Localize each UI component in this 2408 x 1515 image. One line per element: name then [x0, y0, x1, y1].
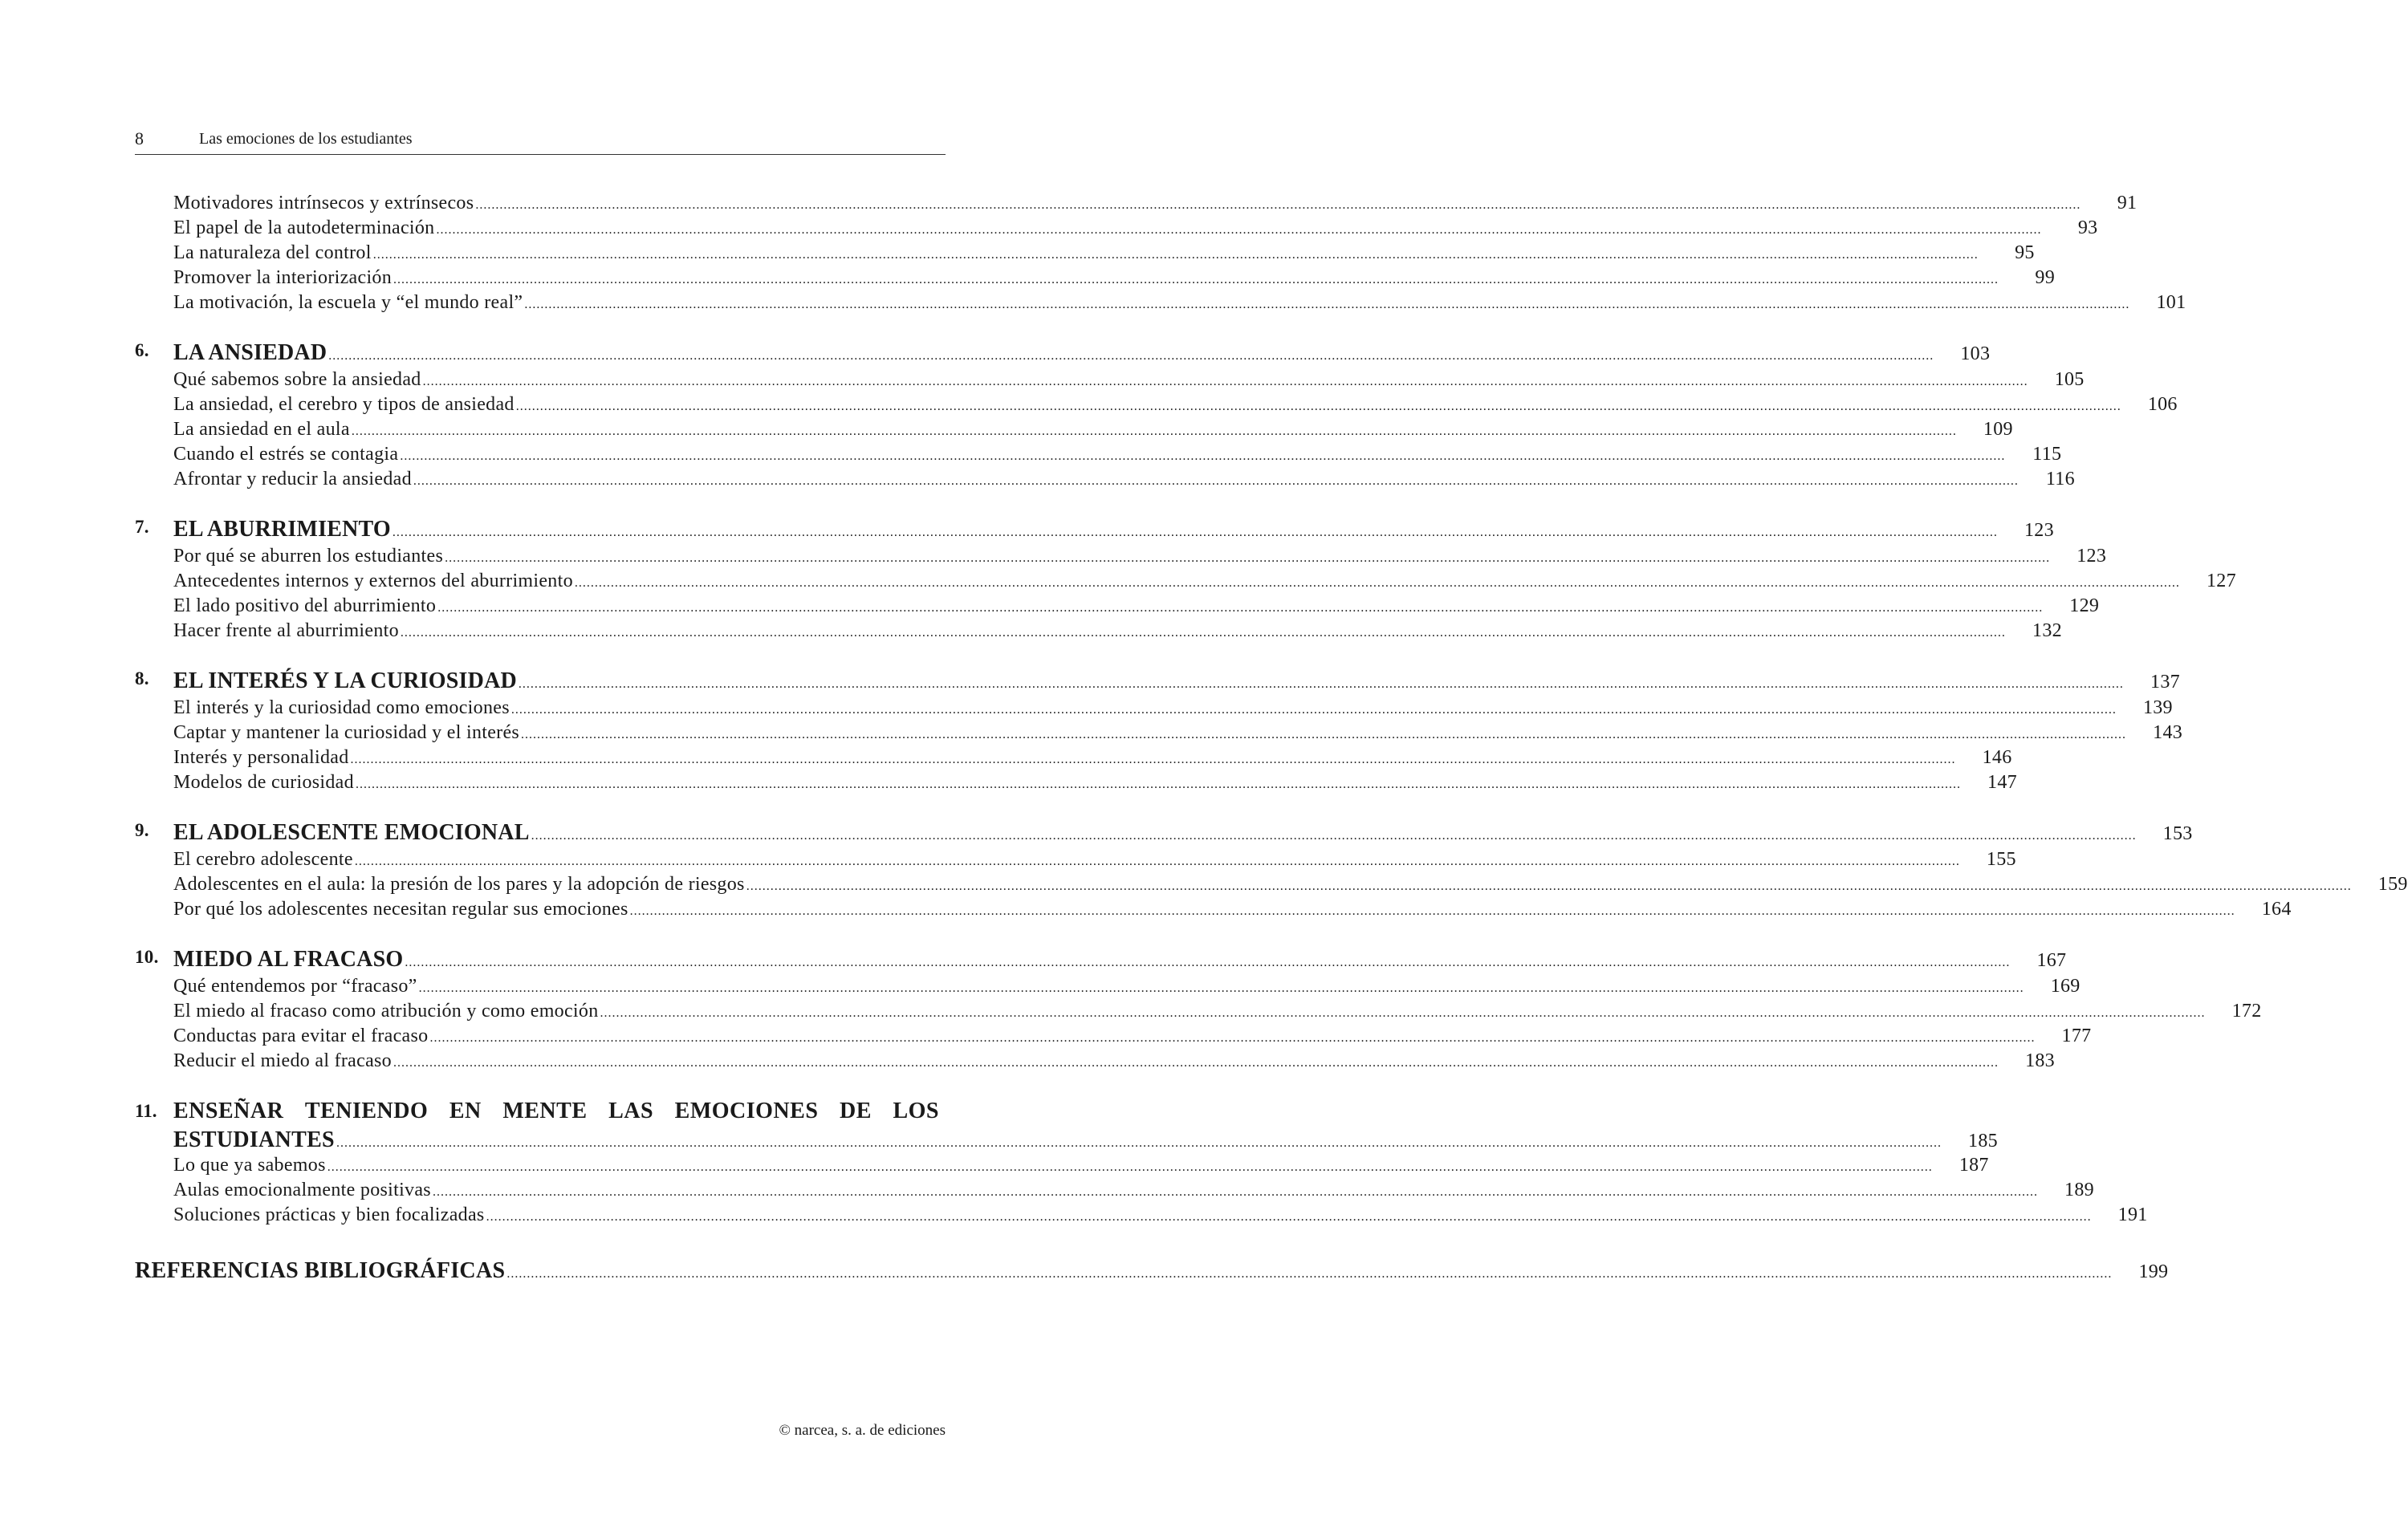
chapter-heading-page: 167 — [2036, 950, 2067, 971]
toc-entry-title: La ansiedad, el cerebro y tipos de ansiedad — [173, 394, 515, 415]
toc-entry-title: El cerebro adolescente — [173, 849, 353, 870]
toc-entry-title: Promover la interiorización — [173, 267, 393, 288]
dot-leader: ................................................................................................................................................................................................................................................................................................................................................................................................................ — [413, 474, 2019, 488]
running-header — [135, 128, 946, 155]
toc-entry-title: Conductas para evitar el fracaso — [173, 1026, 429, 1046]
chapter-title-word: LAS — [608, 1099, 654, 1123]
chapter-title-word: EMOCIONES — [674, 1099, 819, 1123]
chapter-number: 11. — [135, 1101, 157, 1121]
toc-entry-page: 115 — [2032, 444, 2062, 465]
dot-leader: ................................................................................................................................................................................................................................................................................................................................................................................................................ — [629, 904, 2235, 918]
toc-entry-title: Cuando el estrés se contagia — [173, 444, 399, 465]
toc-entry-page: 109 — [1983, 419, 2013, 440]
toc-entry-page: 164 — [2261, 899, 2292, 920]
toc-entry-page: 169 — [2050, 976, 2081, 997]
toc-entry-page: 177 — [2061, 1026, 2092, 1046]
dot-leader: ................................................................................................................................................................................................................................................................................................................................................................................................................ — [510, 703, 2117, 717]
toc-entry-title: El papel de la autodeterminación — [173, 217, 435, 238]
toc-entry-page: 147 — [1987, 772, 2017, 793]
toc-entry — [135, 1204, 2148, 1229]
dot-leader: ................................................................................................................................................................................................................................................................................................................................................................................................................ — [436, 223, 2042, 237]
dot-leader: ................................................................................................................................................................................................................................................................................................................................................................................................................ — [429, 1031, 2036, 1045]
toc-entry — [135, 976, 2081, 1001]
toc-entry-page: 105 — [2054, 369, 2085, 390]
toc-entry-page: 155 — [1986, 849, 2016, 870]
toc-entry — [135, 267, 2056, 292]
dot-leader: ................................................................................................................................................................................................................................................................................................................................................................................................................ — [506, 1267, 2113, 1281]
toc-entry — [135, 1180, 2094, 1204]
dot-leader: ................................................................................................................................................................................................................................................................................................................................................................................................................ — [521, 728, 2127, 741]
toc-entry-title: La motivación, la escuela y “el mundo real” — [173, 292, 523, 313]
toc-entry — [135, 394, 2178, 419]
toc-entry — [135, 242, 2035, 267]
dot-leader: ................................................................................................................................................................................................................................................................................................................................................................................................................ — [422, 375, 2028, 388]
toc-entry-title: Por qué se aburren los estudiantes — [173, 546, 444, 567]
toc-entry-page: 123 — [2076, 546, 2107, 567]
toc-entry-title: Adolescentes en el aula: la presión de los pares y la adopción de riesgos — [173, 874, 745, 895]
toc-entry-title: Motivadores intrínsecos y extrínsecos — [173, 193, 474, 213]
dot-leader: ................................................................................................................................................................................................................................................................................................................................................................................................................ — [393, 1056, 1999, 1070]
dot-leader: ................................................................................................................................................................................................................................................................................................................................................................................................................ — [351, 424, 1957, 438]
dot-leader: ................................................................................................................................................................................................................................................................................................................................................................................................................ — [372, 248, 1979, 262]
toc-entry — [135, 193, 2138, 217]
toc-entry-title: El miedo al fracaso como atribución y como emoción — [173, 1001, 599, 1022]
toc-entry — [135, 1026, 2092, 1050]
chapter-heading — [135, 820, 2193, 849]
dot-leader: ................................................................................................................................................................................................................................................................................................................................................................................................................ — [354, 855, 1960, 868]
toc-entry-title: Por qué los adolescentes necesitan regular sus emociones — [173, 899, 628, 920]
chapter-heading — [135, 1099, 946, 1127]
chapter-title-word: ENSEÑAR — [173, 1099, 284, 1123]
toc-entry — [135, 419, 2013, 444]
toc-entry-title: Afrontar y reducir la ansiedad — [173, 469, 412, 489]
chapter-heading-title: EL ADOLESCENTE EMOCIONAL — [173, 820, 530, 845]
toc-entry-title: Interés y personalidad — [173, 747, 349, 768]
toc-entry — [135, 1155, 1989, 1180]
toc-entry-page: 187 — [1959, 1155, 1989, 1176]
toc-entry-title: Soluciones prácticas y bien focalizadas — [173, 1204, 485, 1225]
dot-leader: ................................................................................................................................................................................................................................................................................................................................................................................................................ — [531, 829, 2137, 843]
chapter-title-line1 — [135, 1099, 939, 1124]
chapter-heading-continuation — [135, 1127, 1998, 1155]
toc-entry-page: 93 — [2077, 217, 2098, 238]
toc-entry-title: El lado positivo del aburrimiento — [173, 595, 437, 616]
toc-entry-page: 116 — [2045, 469, 2075, 489]
chapter-heading-page: 137 — [2150, 672, 2180, 693]
toc-entry-title: Modelos de curiosidad — [173, 772, 354, 793]
dot-leader: ................................................................................................................................................................................................................................................................................................................................................................................................................ — [445, 551, 2051, 565]
toc-entry-page: 159 — [2377, 874, 2408, 895]
toc-entry-title: Aulas emocionalmente positivas — [173, 1180, 431, 1200]
toc-entry-title: El interés y la curiosidad como emociones — [173, 697, 510, 718]
dot-leader: ................................................................................................................................................................................................................................................................................................................................................................................................................ — [432, 1185, 2038, 1199]
toc-entry — [135, 444, 2062, 469]
dot-leader: ................................................................................................................................................................................................................................................................................................................................................................................................................ — [437, 601, 2044, 615]
chapter-heading — [135, 668, 2180, 697]
dot-leader: ................................................................................................................................................................................................................................................................................................................................................................................................................ — [486, 1210, 2092, 1224]
toc-entry-title: Reducir el miedo al fracaso — [173, 1050, 392, 1071]
dot-leader: ................................................................................................................................................................................................................................................................................................................................................................................................................ — [336, 1136, 1942, 1150]
toc-entry-page: 99 — [2035, 267, 2056, 288]
chapter-title-line2: ESTUDIANTES — [173, 1127, 335, 1152]
chapter-title-word: EN — [449, 1099, 482, 1123]
toc-entry — [135, 292, 2186, 317]
toc-entry-title: Antecedentes internos y externos del aburrimiento — [173, 571, 573, 591]
chapter-heading-title: MIEDO AL FRACASO — [173, 947, 404, 972]
toc-entry-page: 129 — [2069, 595, 2100, 616]
references-heading-title: REFERENCIAS BIBLIOGRÁFICAS — [135, 1258, 506, 1283]
toc-entry — [135, 546, 2107, 571]
dot-leader: ................................................................................................................................................................................................................................................................................................................................................................................................................ — [418, 981, 2024, 995]
references-heading — [135, 1258, 2169, 1287]
dot-leader: ................................................................................................................................................................................................................................................................................................................................................................................................................ — [524, 298, 2130, 311]
toc-entry-page: 95 — [2015, 242, 2035, 263]
chapter-heading-page: 103 — [1960, 343, 1991, 364]
chapter-heading-page: 153 — [2162, 823, 2193, 844]
dot-leader: ................................................................................................................................................................................................................................................................................................................................................................................................................ — [400, 626, 2006, 640]
dot-leader: ................................................................................................................................................................................................................................................................................................................................................................................................................ — [518, 677, 2124, 691]
toc-entry — [135, 899, 2292, 924]
toc-entry-page: 101 — [2156, 292, 2186, 313]
toc-entry — [135, 571, 2236, 595]
dot-leader: ................................................................................................................................................................................................................................................................................................................................................................................................................ — [355, 778, 1961, 791]
toc-entry-page: 106 — [2147, 394, 2178, 415]
dot-leader: ................................................................................................................................................................................................................................................................................................................................................................................................................ — [327, 1160, 1933, 1174]
chapter-title-word: LOS — [893, 1099, 939, 1123]
toc-entry-title: La naturaleza del control — [173, 242, 372, 263]
dot-leader: ................................................................................................................................................................................................................................................................................................................................................................................................................ — [405, 956, 2011, 969]
toc-entry — [135, 595, 2100, 620]
chapter-heading-title: LA ANSIEDAD — [173, 340, 327, 365]
toc-entry-title: Qué sabemos sobre la ansiedad — [173, 369, 421, 390]
dot-leader: ................................................................................................................................................................................................................................................................................................................................................................................................................ — [350, 753, 1956, 766]
copyright-footer: © narcea, s. a. de ediciones — [779, 1422, 946, 1439]
toc-entry-page: 139 — [2142, 697, 2173, 718]
toc-entry — [135, 1050, 2055, 1075]
toc-entry — [135, 369, 2085, 394]
dot-leader: ................................................................................................................................................................................................................................................................................................................................................................................................................ — [746, 879, 2352, 893]
toc-entry — [135, 747, 2012, 772]
toc-entry — [135, 620, 2062, 645]
toc-entry-title: Hacer frente al aburrimiento — [173, 620, 399, 641]
toc-entry-title: Lo que ya sabemos — [173, 1155, 326, 1176]
chapter-heading-title: EL ABURRIMIENTO — [173, 517, 391, 542]
toc-entry-title: Captar y mantener la curiosidad y el interés — [173, 722, 520, 743]
toc-entry — [135, 217, 2098, 242]
toc-entry — [135, 722, 2183, 747]
chapter-title-word: DE — [839, 1099, 872, 1123]
chapter-heading-page: 185 — [1968, 1131, 1998, 1151]
chapter-heading-title: EL INTERÉS Y LA CURIOSIDAD — [173, 668, 517, 693]
chapter-title-word: TENIENDO — [304, 1099, 429, 1123]
dot-leader: ................................................................................................................................................................................................................................................................................................................................................................................................................ — [328, 349, 1934, 363]
toc-entry-page: 189 — [2064, 1180, 2094, 1200]
toc-entry-page: 172 — [2231, 1001, 2262, 1022]
toc-entry-page: 183 — [2025, 1050, 2055, 1071]
toc-entry-page: 132 — [2032, 620, 2062, 641]
chapter-number: 8. — [135, 668, 149, 688]
dot-leader: ................................................................................................................................................................................................................................................................................................................................................................................................................ — [392, 526, 1998, 539]
toc-entry-page: 191 — [2117, 1204, 2148, 1225]
toc-entry — [135, 772, 2017, 797]
toc-entry — [135, 849, 2016, 874]
page-number: 8 — [135, 128, 144, 148]
dot-leader: ................................................................................................................................................................................................................................................................................................................................................................................................................ — [400, 449, 2006, 463]
chapter-heading — [135, 517, 2054, 546]
toc-entry-page: 127 — [2206, 571, 2236, 591]
toc-entry — [135, 469, 2075, 493]
toc-entry-page: 146 — [1982, 747, 2012, 768]
dot-leader: ................................................................................................................................................................................................................................................................................................................................................................................................................ — [574, 576, 2180, 590]
toc-entry — [135, 874, 2408, 899]
chapter-number: 7. — [135, 517, 149, 537]
chapter-heading-page: 123 — [2024, 520, 2054, 541]
toc-entry-page: 91 — [2117, 193, 2138, 213]
toc-entry — [135, 1001, 2262, 1026]
toc-entry — [135, 697, 2173, 722]
dot-leader: ................................................................................................................................................................................................................................................................................................................................................................................................................ — [393, 273, 1999, 286]
chapter-title-word: MENTE — [502, 1099, 588, 1123]
dot-leader: ................................................................................................................................................................................................................................................................................................................................................................................................................ — [475, 198, 2081, 212]
chapter-number: 10. — [135, 947, 159, 967]
toc-entry-page: 143 — [2153, 722, 2183, 743]
running-title: Las emociones de los estudiantes — [199, 130, 413, 148]
toc-entry-title: La ansiedad en el aula — [173, 419, 350, 440]
chapter-number: 9. — [135, 820, 149, 840]
toc-entry-title: Qué entendemos por “fracaso” — [173, 976, 417, 997]
chapter-number: 6. — [135, 340, 149, 360]
chapter-heading — [135, 340, 1991, 369]
references-heading-page: 199 — [2138, 1261, 2169, 1282]
chapter-heading — [135, 947, 2067, 976]
dot-leader: ................................................................................................................................................................................................................................................................................................................................................................................................................ — [515, 400, 2121, 413]
dot-leader: ................................................................................................................................................................................................................................................................................................................................................................................................................ — [600, 1006, 2206, 1020]
table-of-contents — [135, 193, 2408, 1287]
